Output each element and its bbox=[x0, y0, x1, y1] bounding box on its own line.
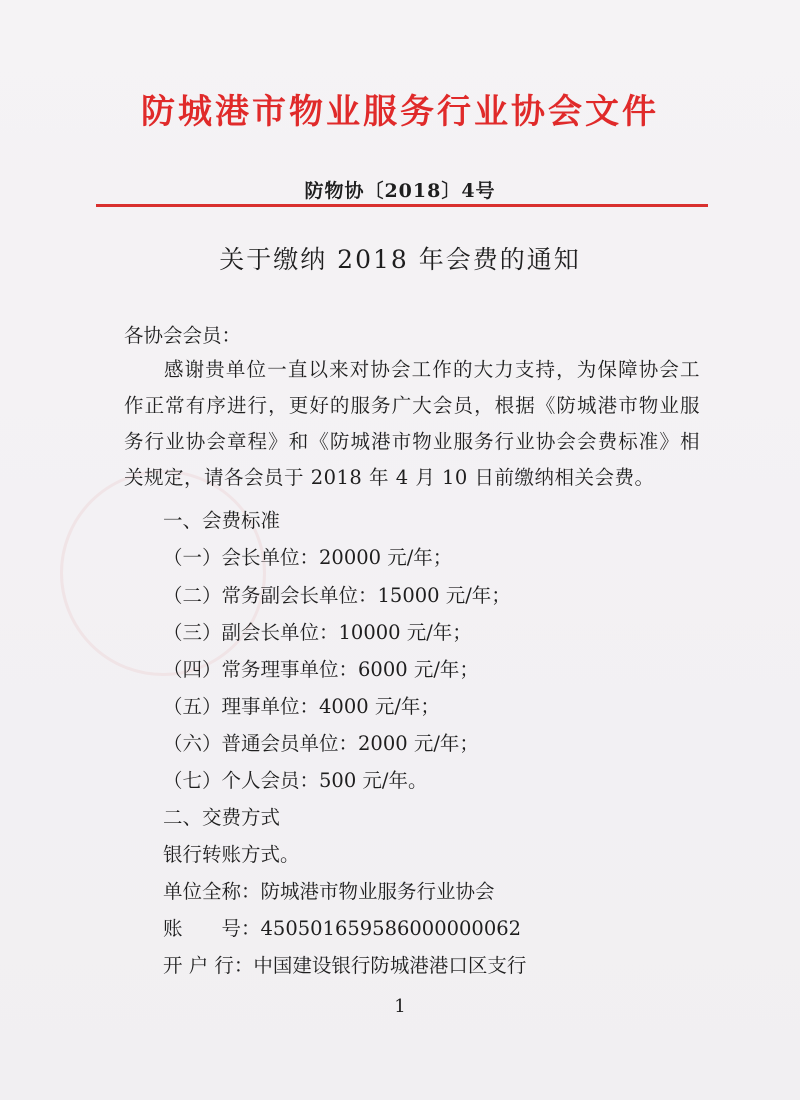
fee-item: （六）普通会员单位：2000 元/年； bbox=[163, 732, 479, 755]
salutation: 各协会会员： bbox=[124, 324, 242, 347]
account-number: 账 号：450501659586000000062 bbox=[163, 917, 522, 940]
bank-name: 开 户 行：中国建设银行防城港港口区支行 bbox=[163, 954, 527, 977]
page-number: 1 bbox=[394, 996, 406, 1017]
fee-standard-heading: 一、会费标准 bbox=[163, 509, 281, 532]
fee-item: （七）个人会员：500 元/年。 bbox=[163, 769, 428, 792]
fee-item: （五）理事单位：4000 元/年； bbox=[163, 695, 440, 718]
document-number: 防物协〔2018〕4号 bbox=[304, 180, 496, 202]
account-name: 单位全称：防城港市物业服务行业协会 bbox=[163, 880, 495, 903]
body-paragraph: 感谢贵单位一直以来对协会工作的大力支持，为保障协会工作正常有序进行，更好的服务广大会员，根据《防城港市物业服务行业协会章程》和《防城港市物业服务行业协会会费标准》相关规定，请各会员于 2018 年 4 月 10 日前缴纳相关会费。 bbox=[124, 358, 700, 489]
fee-item: （一）会长单位：20000 元/年； bbox=[163, 546, 453, 569]
fee-item: （二）常务副会长单位：15000 元/年； bbox=[163, 584, 511, 607]
document-header-title: 防城港市物业服务行业协会文件 bbox=[141, 92, 659, 132]
fee-item: （三）副会长单位：10000 元/年； bbox=[163, 621, 472, 644]
payment-method-heading: 二、交费方式 bbox=[163, 806, 281, 829]
red-divider-line bbox=[96, 204, 708, 207]
fee-item: （四）常务理事单位：6000 元/年； bbox=[163, 658, 479, 681]
payment-method-text: 银行转账方式。 bbox=[163, 843, 300, 866]
notice-title: 关于缴纳 2018 年会费的通知 bbox=[219, 245, 581, 274]
faint-stamp-bleedthrough bbox=[60, 470, 266, 676]
